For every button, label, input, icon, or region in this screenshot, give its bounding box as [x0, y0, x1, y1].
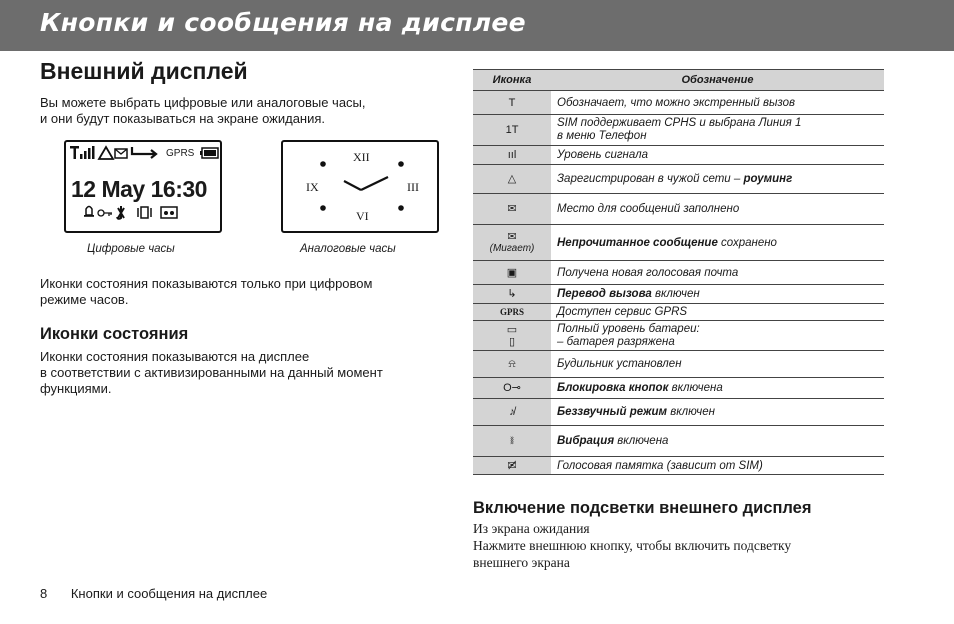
row-bold: роуминг [743, 173, 793, 185]
col-icon-header: Иконка [473, 70, 551, 91]
table-header [473, 70, 884, 91]
blink-note: (Мигает) [489, 242, 535, 254]
voice-memo-icon [161, 207, 177, 218]
message-full-icon: ✉ [507, 203, 517, 215]
roaming-icon [99, 147, 113, 159]
col-meaning-header: Обозначение [551, 70, 884, 91]
table-row [473, 91, 884, 115]
battery-full-icon: ▭ [506, 323, 518, 336]
table-row [473, 165, 884, 194]
table-row [473, 426, 884, 457]
row-text: Голосовая памятка (зависит от SIM) [557, 459, 763, 472]
table-row [473, 285, 884, 304]
intro-line-2: и они будут показываться на экране ожидания. [40, 111, 326, 126]
minute-hand [361, 177, 388, 190]
emergency-antenna-icon: T [508, 96, 516, 109]
message-icon [115, 149, 127, 158]
row-text-2: в меню Телефон [557, 130, 647, 142]
line1-antenna-icon: 1T [505, 124, 519, 136]
table-row [473, 115, 884, 146]
note-text [40, 276, 372, 308]
section-title: Внешний дисплей [40, 58, 248, 84]
row-text: включена [668, 382, 723, 394]
row-text: включен [667, 406, 715, 418]
lcd-time: 12 May 16:30 [71, 176, 207, 202]
row-text: включен [651, 288, 700, 300]
table-row [473, 194, 884, 225]
row-text: Доступен сервис GPRS [557, 306, 688, 318]
row-text: Уровень сигнала [557, 149, 649, 161]
alarm-icon [84, 207, 94, 217]
note-line-2: режиме часов. [40, 292, 129, 307]
backlight-line-3: внешнего экрана [473, 555, 570, 570]
row-bold: Непрочитанное сообщение [557, 236, 718, 249]
table-row [473, 304, 884, 321]
call-forward-icon: ↳ [507, 288, 517, 300]
row-bold: Перевод вызова [557, 288, 652, 300]
note-line-1: Иконки состояния показываются только при цифровом [40, 276, 373, 291]
row-text: Получена новая голосовая почта [557, 266, 739, 279]
row-text: Место для сообщений заполнено [557, 203, 740, 215]
roaming-icon: △ [507, 173, 517, 185]
key-lock-icon: O⊸ [503, 382, 521, 394]
intro-line-1: Вы можете выбрать цифровые или аналоговые часы, [40, 95, 366, 110]
numeral-6: VI [356, 209, 369, 223]
table-row [473, 399, 884, 426]
alarm-icon: ⍾ [508, 358, 516, 370]
status-line-3: функциями. [40, 381, 112, 396]
table-row [473, 146, 884, 165]
lcd-gprs-label: GPRS [166, 148, 195, 159]
status-text [40, 349, 383, 397]
status-title: Иконки состояния [40, 325, 189, 343]
table-row [473, 225, 884, 261]
hour-hand [344, 181, 361, 190]
antenna-icon [70, 146, 79, 159]
key-lock-icon [98, 210, 112, 216]
analog-clock-display [281, 140, 439, 233]
row-text: Полный уровень батареи: [557, 322, 700, 335]
backlight-text [473, 520, 791, 571]
row-text: включена [614, 435, 669, 447]
row-bold: Вибрация [557, 435, 615, 447]
row-text: Обозначает, что можно экстренный вызов [557, 96, 796, 109]
battery-icon [200, 148, 218, 158]
message-unread-icon: ✉ [507, 230, 517, 243]
icons-table [473, 69, 884, 475]
footer [40, 586, 267, 601]
backlight-title: Включение подсветки внешнего дисплея [473, 499, 812, 517]
table-row [473, 351, 884, 378]
numeral-12: XII [353, 150, 370, 164]
gprs-icon: GPRS [499, 307, 524, 317]
table-row [473, 261, 884, 285]
row-text-2: – батарея разряжена [557, 335, 675, 348]
silent-mode-icon: ♪̸ [509, 406, 515, 418]
call-forward-icon [132, 147, 156, 158]
row-text: Будильник установлен [557, 358, 682, 370]
digital-clock-display [64, 140, 222, 233]
row-text: SIM поддерживает CPHS и выбрана Линия 1 [557, 117, 802, 129]
signal-icon [80, 146, 95, 159]
row-text: сохранено [717, 236, 777, 249]
header-bar [0, 0, 954, 51]
backlight-line-2: Нажмите внешнюю кнопку, чтобы включить подсветку [473, 538, 792, 553]
table-row [473, 378, 884, 399]
silent-icon [117, 206, 124, 219]
backlight-line-1: Из экрана ожидания [473, 521, 590, 536]
footer-text: Кнопки и сообщения на дисплее [70, 586, 268, 601]
status-line-2: в соответствии с активизированными на данный момент [40, 365, 383, 380]
digital-clock-caption: Цифровые часы [87, 243, 175, 255]
table-row [473, 321, 884, 351]
vibrate-icon: ⧚ [510, 435, 514, 447]
analog-clock-caption: Аналоговые часы [300, 243, 396, 255]
row-bold: Беззвучный режим [557, 406, 667, 418]
status-line-1: Иконки состояния показываются на дисплее [40, 349, 310, 364]
signal-level-icon: ııl [507, 149, 517, 161]
numeral-3: III [407, 180, 419, 194]
page-number: 8 [40, 586, 48, 601]
voice-memo-icon: ✉̸ [507, 459, 517, 472]
row-text: Зарегистрирован в чужой сети – [557, 173, 744, 185]
table-row [473, 457, 884, 475]
battery-empty-icon: ▯ [508, 335, 516, 348]
intro-text [40, 95, 366, 127]
vibrate-icon [138, 207, 151, 218]
header-title: Кнопки и сообщения на дисплее [40, 8, 526, 37]
row-bold: Блокировка кнопок [557, 382, 669, 394]
voicemail-icon: ▣ [506, 266, 518, 279]
numeral-9: IX [306, 180, 319, 194]
